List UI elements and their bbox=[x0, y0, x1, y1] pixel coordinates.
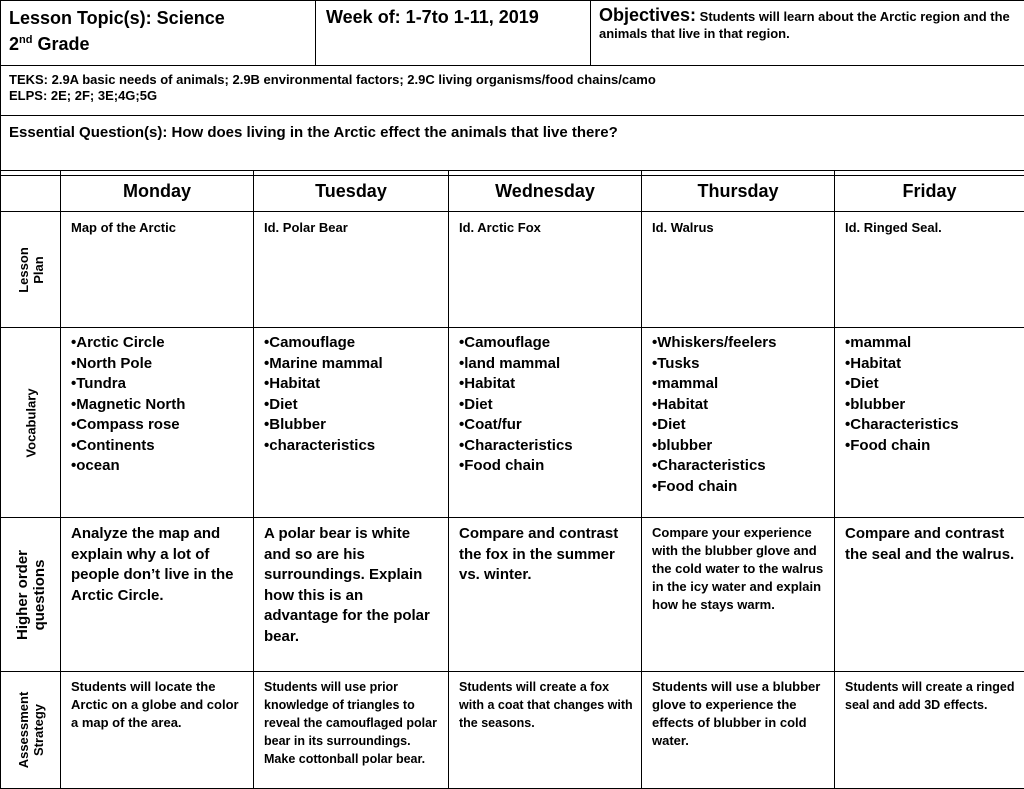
grade-number: 2 bbox=[9, 34, 19, 54]
day-header-row bbox=[1, 171, 1024, 212]
week-of: Week of: 1-7to 1-11, 2019 bbox=[316, 1, 591, 66]
row-label-assessment bbox=[1, 672, 61, 789]
vocab-item: •Food chain bbox=[652, 477, 826, 498]
assessment-cell: Students will create a ringed seal and add 3D effects. bbox=[835, 672, 1024, 789]
vocab-item: •Camouflage bbox=[459, 333, 633, 354]
teks-line: TEKS: 2.9A basic needs of animals; 2.9B environmental factors; 2.9C living organisms/food chains/camo bbox=[9, 72, 1016, 88]
day-header: Monday bbox=[61, 171, 254, 212]
row-label-line: Vocabulary bbox=[23, 388, 38, 457]
vocab-item: •Food chain bbox=[845, 436, 1016, 457]
assessment-cell: Students will use prior knowledge of triangles to reveal the camouflaged polar bear in its surroundings. Make cottonball polar bear. bbox=[254, 672, 449, 789]
objectives-cell bbox=[591, 1, 1024, 66]
objectives-text: Students will learn about the Arctic region and the animals that live in that region. bbox=[599, 9, 1010, 41]
vocabulary-cell bbox=[254, 328, 449, 518]
vocab-item: •Compass rose bbox=[71, 415, 245, 436]
vocab-item: •Camouflage bbox=[264, 333, 440, 354]
vocab-item: •Diet bbox=[652, 415, 826, 436]
assessment-row bbox=[1, 672, 1024, 789]
corner-cell bbox=[1, 171, 61, 212]
vocab-item: •Food chain bbox=[459, 456, 633, 477]
vocabulary-cell bbox=[835, 328, 1024, 518]
lesson-topic: Lesson Topic(s): Science bbox=[9, 8, 225, 28]
objectives-label: Objectives: bbox=[599, 5, 696, 25]
vocab-item: •characteristics bbox=[264, 436, 440, 457]
vocab-item: •Diet bbox=[845, 374, 1016, 395]
lesson-plan-cell: Id. Arctic Fox bbox=[449, 212, 642, 328]
vocab-item: •Arctic Circle bbox=[71, 333, 245, 354]
lesson-plan-cell: Id. Polar Bear bbox=[254, 212, 449, 328]
lesson-plan-row bbox=[1, 212, 1024, 328]
vocab-item: •Diet bbox=[459, 395, 633, 416]
vocab-item: •Continents bbox=[71, 436, 245, 457]
vocab-item: •ocean bbox=[71, 456, 245, 477]
row-label-line: Lesson bbox=[16, 247, 31, 293]
lesson-plan-cell: Id. Walrus bbox=[642, 212, 835, 328]
vocab-item: •Characteristics bbox=[459, 436, 633, 457]
vocab-item: •Habitat bbox=[264, 374, 440, 395]
weekly-plan-table bbox=[0, 170, 1024, 789]
vocab-item: •blubber bbox=[845, 395, 1016, 416]
day-header: Thursday bbox=[642, 171, 835, 212]
elps-line: ELPS: 2E; 2F; 3E;4G;5G bbox=[9, 88, 1016, 104]
vocab-item: •Diet bbox=[264, 395, 440, 416]
lesson-plan-cell: Id. Ringed Seal. bbox=[835, 212, 1024, 328]
vocab-item: •Habitat bbox=[845, 354, 1016, 375]
row-label-line: Plan bbox=[31, 256, 46, 283]
vocab-item: •North Pole bbox=[71, 354, 245, 375]
day-header: Wednesday bbox=[449, 171, 642, 212]
vocab-item: •Coat/fur bbox=[459, 415, 633, 436]
vocabulary-cell bbox=[61, 328, 254, 518]
essential-question: Essential Question(s): How does living in the Arctic effect the animals that live there? bbox=[1, 116, 1024, 176]
row-label-line: Higher order bbox=[14, 549, 31, 639]
vocab-item: •blubber bbox=[652, 436, 826, 457]
vocab-item: •Blubber bbox=[264, 415, 440, 436]
vocab-item: •Characteristics bbox=[652, 456, 826, 477]
grade-suffix: nd bbox=[19, 34, 32, 46]
vocab-item: •Habitat bbox=[459, 374, 633, 395]
vocabulary-cell bbox=[642, 328, 835, 518]
assessment-cell: Students will use a blubber glove to experience the effects of blubber in cold water. bbox=[642, 672, 835, 789]
assessment-cell: Students will create a fox with a coat that changes with the seasons. bbox=[449, 672, 642, 789]
vocab-item: •Tusks bbox=[652, 354, 826, 375]
higher-order-cell: Compare your experience with the blubber glove and the cold water to the walrus in the icy water and explain how he stays warm. bbox=[642, 518, 835, 672]
vocab-item: •Tundra bbox=[71, 374, 245, 395]
row-label-vocabulary bbox=[1, 328, 61, 518]
higher-order-cell: Analyze the map and explain why a lot of people don’t live in the Arctic Circle. bbox=[61, 518, 254, 672]
higher-order-row bbox=[1, 518, 1024, 672]
row-label-lesson-plan bbox=[1, 212, 61, 328]
grade-word: Grade bbox=[32, 34, 89, 54]
row-label-line: questions bbox=[31, 559, 48, 630]
vocab-item: •land mammal bbox=[459, 354, 633, 375]
higher-order-cell: Compare and contrast the seal and the walrus. bbox=[835, 518, 1024, 672]
vocab-item: •Magnetic North bbox=[71, 395, 245, 416]
higher-order-cell: Compare and contrast the fox in the summer vs. winter. bbox=[449, 518, 642, 672]
standards-cell bbox=[1, 66, 1024, 116]
row-label-line: Assessment bbox=[16, 692, 31, 769]
day-header: Friday bbox=[835, 171, 1024, 212]
vocab-item: •Habitat bbox=[652, 395, 826, 416]
higher-order-cell: A polar bear is white and so are his surroundings. Explain how this is an advantage for the polar bear. bbox=[254, 518, 449, 672]
vocab-item: •Characteristics bbox=[845, 415, 1016, 436]
vocab-item: •mammal bbox=[845, 333, 1016, 354]
vocabulary-cell bbox=[449, 328, 642, 518]
vocabulary-row bbox=[1, 328, 1024, 518]
vocab-item: •mammal bbox=[652, 374, 826, 395]
vocab-item: •Marine mammal bbox=[264, 354, 440, 375]
vocab-item: •Whiskers/feelers bbox=[652, 333, 826, 354]
row-label-line: Strategy bbox=[31, 704, 46, 756]
lesson-plan-cell: Map of the Arctic bbox=[61, 212, 254, 328]
day-header: Tuesday bbox=[254, 171, 449, 212]
row-label-higher-order bbox=[1, 518, 61, 672]
assessment-cell: Students will locate the Arctic on a globe and color a map of the area. bbox=[61, 672, 254, 789]
lesson-header-table bbox=[0, 0, 1024, 176]
lesson-topic-cell bbox=[1, 1, 316, 66]
